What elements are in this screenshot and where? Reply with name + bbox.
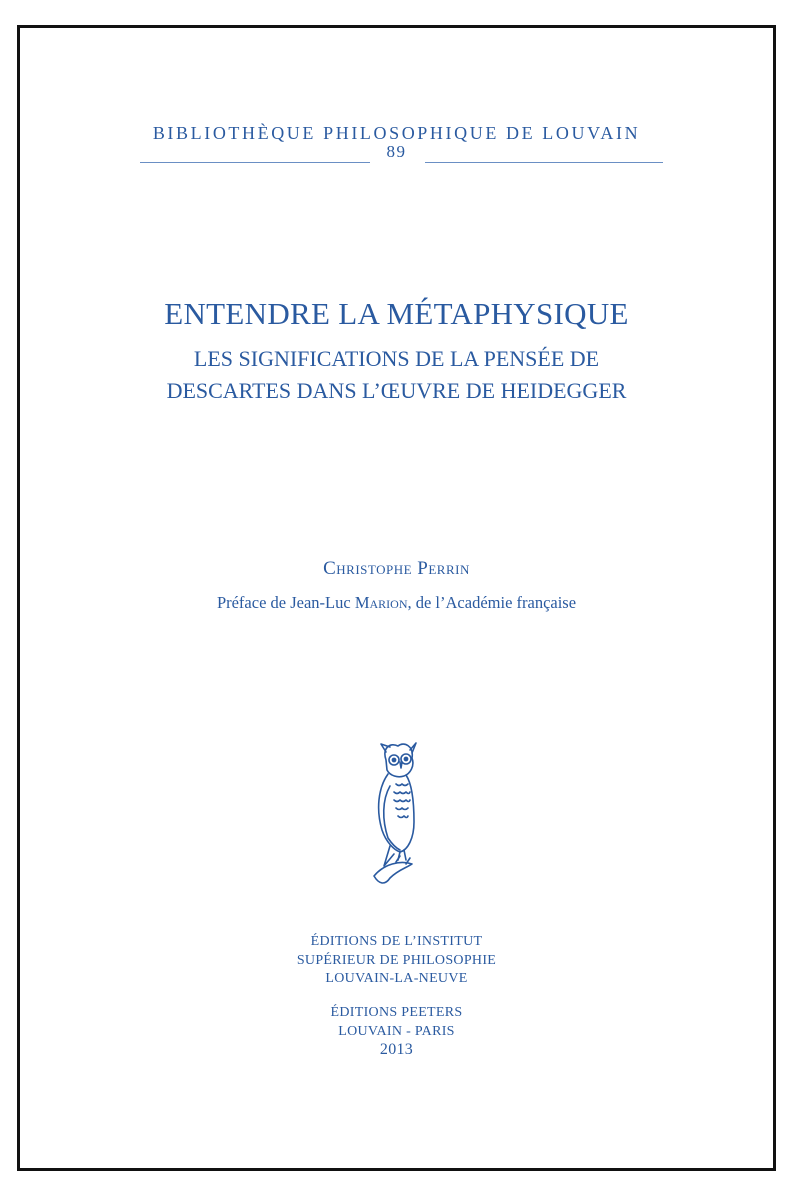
rule-right (425, 162, 663, 163)
preface-name: Marion (354, 593, 408, 612)
series-number: 89 (386, 142, 407, 161)
preface-prefix: Préface de Jean-Luc (216, 593, 355, 612)
publisher-block-peeters (20, 1004, 773, 1060)
book-cover (17, 25, 776, 1171)
preface-suffix: , de l’Académie française (407, 593, 577, 612)
book-subtitle-line-2: DESCARTES DANS L’ŒUVRE DE HEIDEGGER (166, 378, 627, 403)
series-title: BIBLIOTHÈQUE PHILOSOPHIQUE DE LOUVAIN (152, 123, 641, 143)
author-name: Christophe Perrin (323, 558, 470, 579)
publisher-line: LOUVAIN - PARIS (338, 1023, 455, 1039)
rule-left (140, 162, 370, 163)
publisher-line: ÉDITIONS PEETERS (330, 1005, 463, 1020)
book-subtitle-line-1: LES SIGNIFICATIONS DE LA PENSÉE DE (193, 346, 600, 371)
publisher-block-institut (20, 933, 773, 989)
publisher-line: SUPÉRIEUR DE PHILOSOPHIE (296, 952, 497, 968)
preface-line (20, 593, 773, 613)
owl-icon (360, 738, 430, 888)
book-title: ENTENDRE LA MÉTAPHYSIQUE (164, 296, 629, 331)
publication-year: 2013 (379, 1041, 414, 1058)
publisher-line: LOUVAIN-LA-NEUVE (325, 971, 468, 986)
publisher-line: ÉDITIONS DE L’INSTITUT (310, 934, 483, 949)
